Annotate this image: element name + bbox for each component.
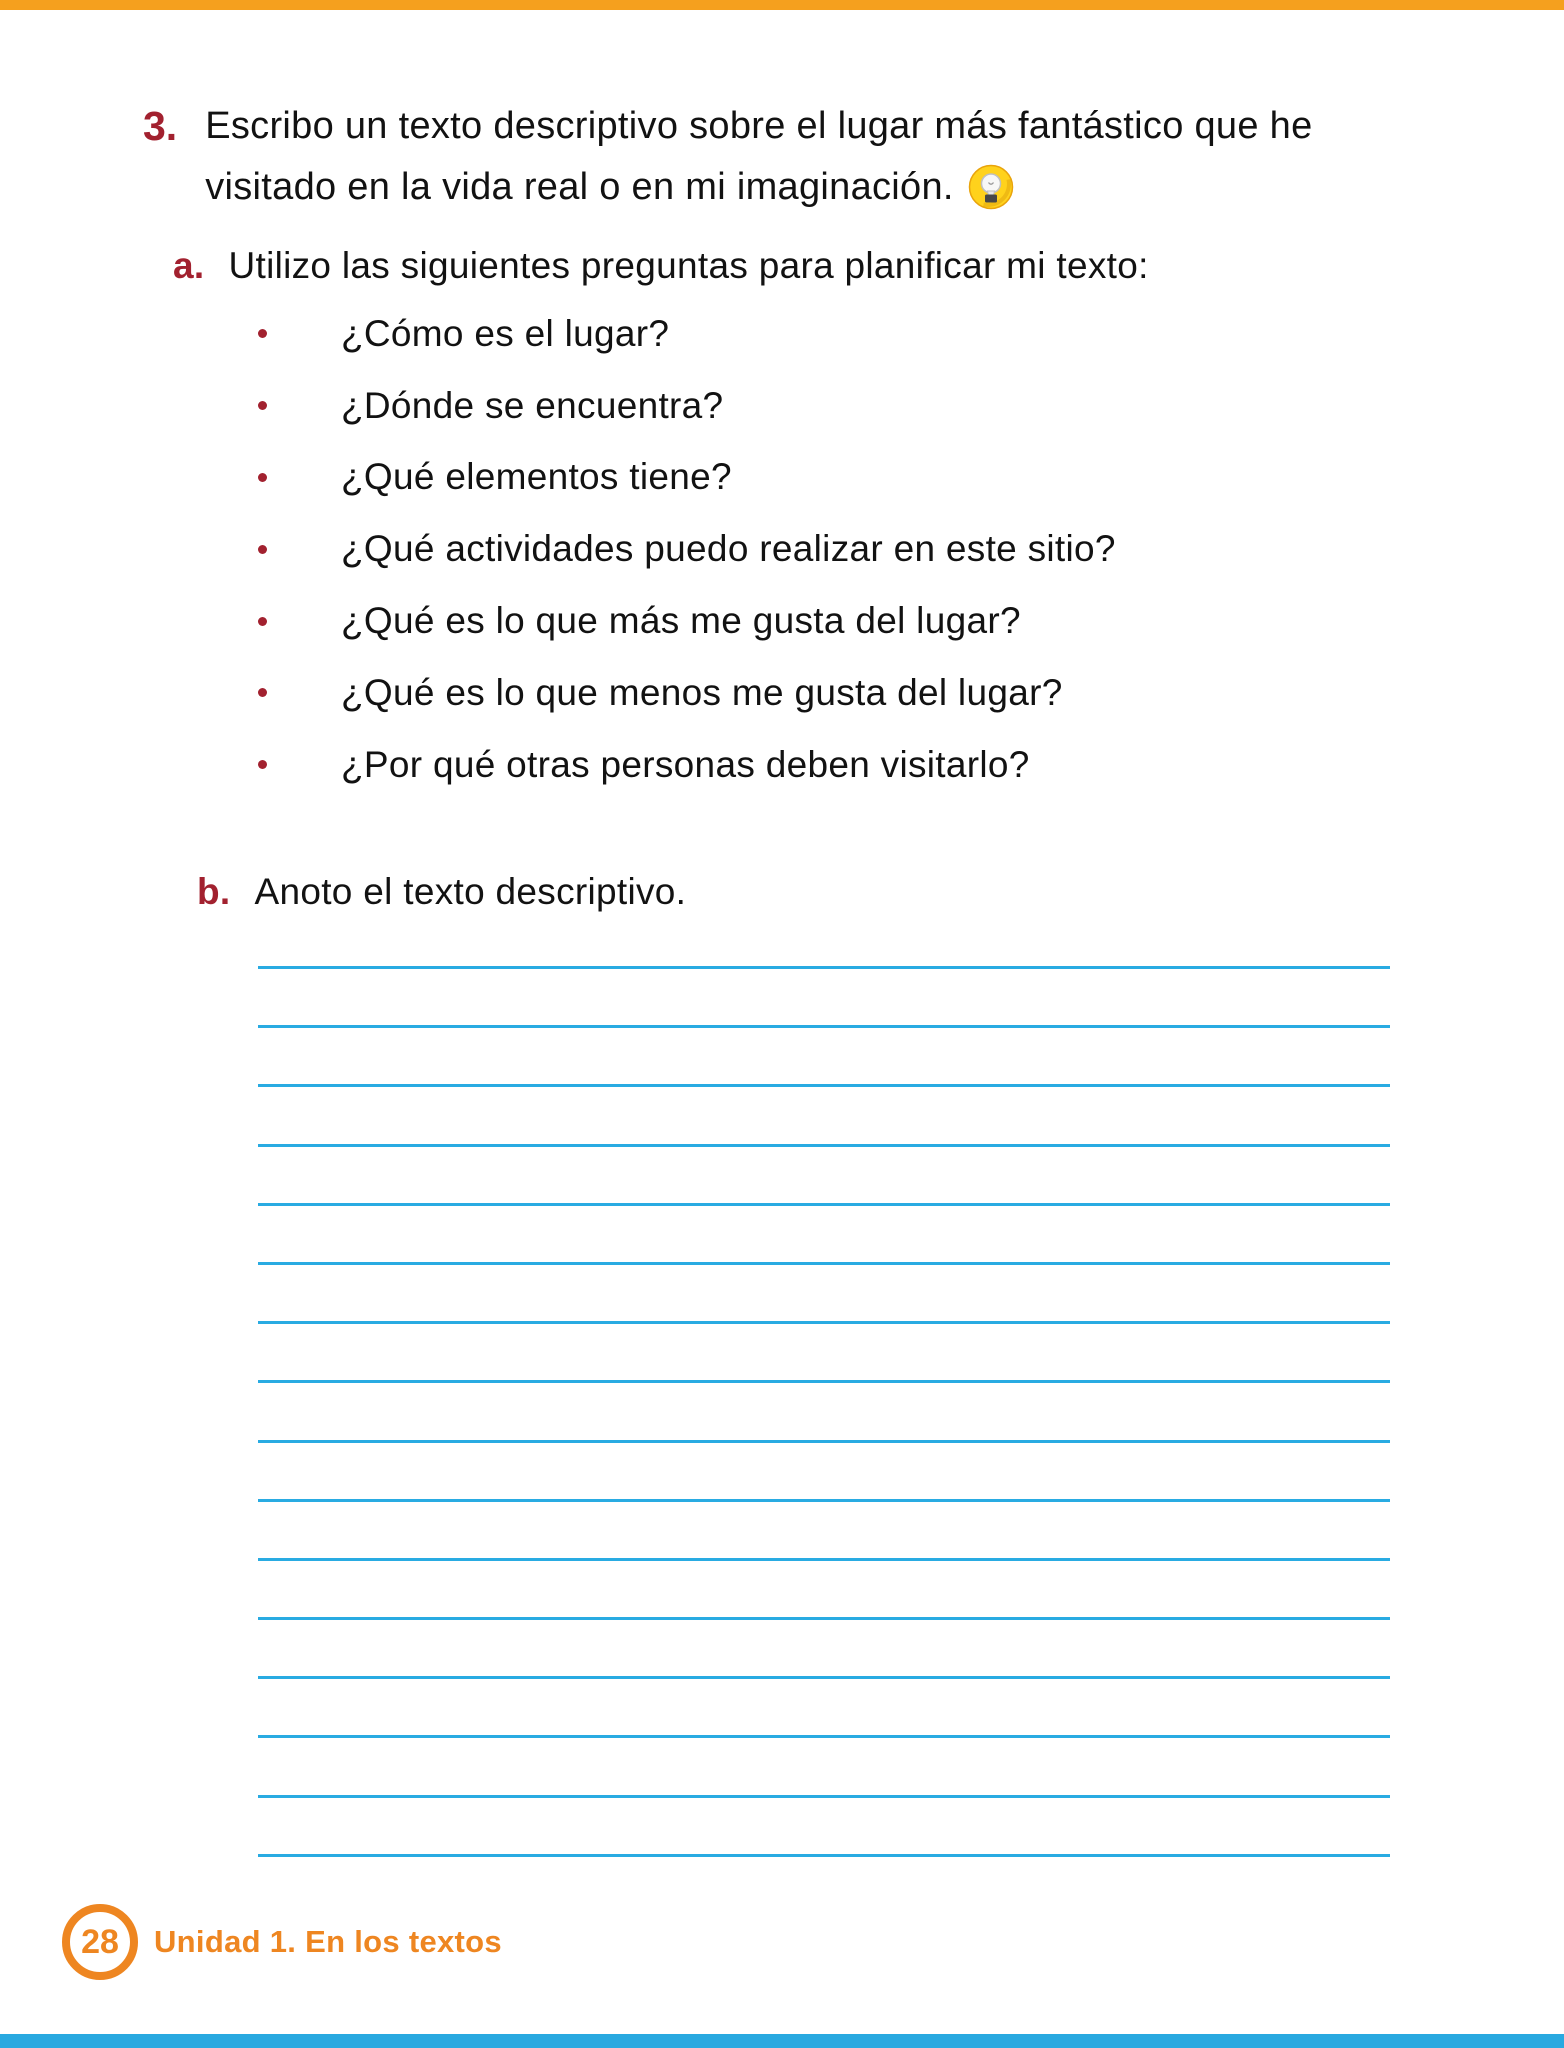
bullet-dot [258, 760, 267, 769]
question-text: ¿Qué elementos tiene? [341, 456, 732, 498]
exercise-prompt [205, 96, 1312, 218]
part-b-label: b. [197, 871, 231, 912]
page-number-badge [62, 1904, 138, 1980]
bottom-accent-bar [0, 2034, 1564, 2048]
part-b [197, 869, 686, 915]
question-text: ¿Qué actividades puedo realizar en este sitio? [341, 528, 1116, 570]
writing-line[interactable] [258, 1380, 1390, 1383]
bullet-dot [258, 473, 267, 482]
bullet-dot [258, 545, 267, 554]
writing-line[interactable] [258, 966, 1390, 969]
writing-line[interactable] [258, 1262, 1390, 1265]
page-number: 28 [81, 1922, 119, 1961]
question-text: ¿Qué es lo que menos me gusta del lugar? [341, 671, 1063, 713]
unit-label: Unidad 1. En los textos [154, 1924, 502, 1959]
writing-line[interactable] [258, 1676, 1390, 1679]
question-item [258, 370, 1258, 442]
question-item [258, 298, 1258, 370]
exercise-number: 3. [143, 103, 178, 149]
bullet-dot [258, 617, 267, 626]
writing-line[interactable] [258, 1499, 1390, 1502]
part-a-text: Utilizo las siguientes preguntas para planificar mi texto: [228, 245, 1149, 286]
writing-line[interactable] [258, 1617, 1390, 1620]
writing-lines-area [258, 966, 1390, 1857]
question-text: ¿Qué es lo que más me gusta del lugar? [341, 600, 1021, 642]
bullet-dot [258, 401, 267, 410]
writing-line[interactable] [258, 1854, 1390, 1857]
lightbulb-icon [968, 164, 1014, 210]
question-text: ¿Cómo es el lugar? [341, 312, 670, 354]
part-a-label: a. [173, 245, 205, 286]
exercise-prompt-line2: visitado en la vida real o en mi imaginación. [205, 166, 954, 208]
question-item [258, 657, 1258, 729]
writing-line[interactable] [258, 1795, 1390, 1798]
writing-line[interactable] [258, 1558, 1390, 1561]
question-item [258, 729, 1258, 801]
writing-line[interactable] [258, 1735, 1390, 1738]
question-list [258, 298, 1258, 801]
writing-line[interactable] [258, 1203, 1390, 1206]
question-text: ¿Dónde se encuentra? [341, 384, 724, 426]
writing-line[interactable] [258, 1084, 1390, 1087]
top-accent-bar [0, 0, 1564, 10]
writing-line[interactable] [258, 1025, 1390, 1028]
page-footer [62, 1904, 502, 1980]
part-a [173, 243, 1149, 289]
question-item [258, 513, 1258, 585]
bullet-dot [258, 329, 267, 338]
bullet-dot [258, 688, 267, 697]
writing-line[interactable] [258, 1144, 1390, 1147]
exercise-3 [143, 96, 1423, 218]
question-item [258, 442, 1258, 514]
writing-line[interactable] [258, 1440, 1390, 1443]
exercise-prompt-line1: Escribo un texto descriptivo sobre el lugar más fantástico que he [205, 105, 1313, 147]
question-item [258, 585, 1258, 657]
part-b-text: Anoto el texto descriptivo. [254, 871, 687, 912]
question-text: ¿Por qué otras personas deben visitarlo? [341, 743, 1030, 785]
writing-line[interactable] [258, 1321, 1390, 1324]
